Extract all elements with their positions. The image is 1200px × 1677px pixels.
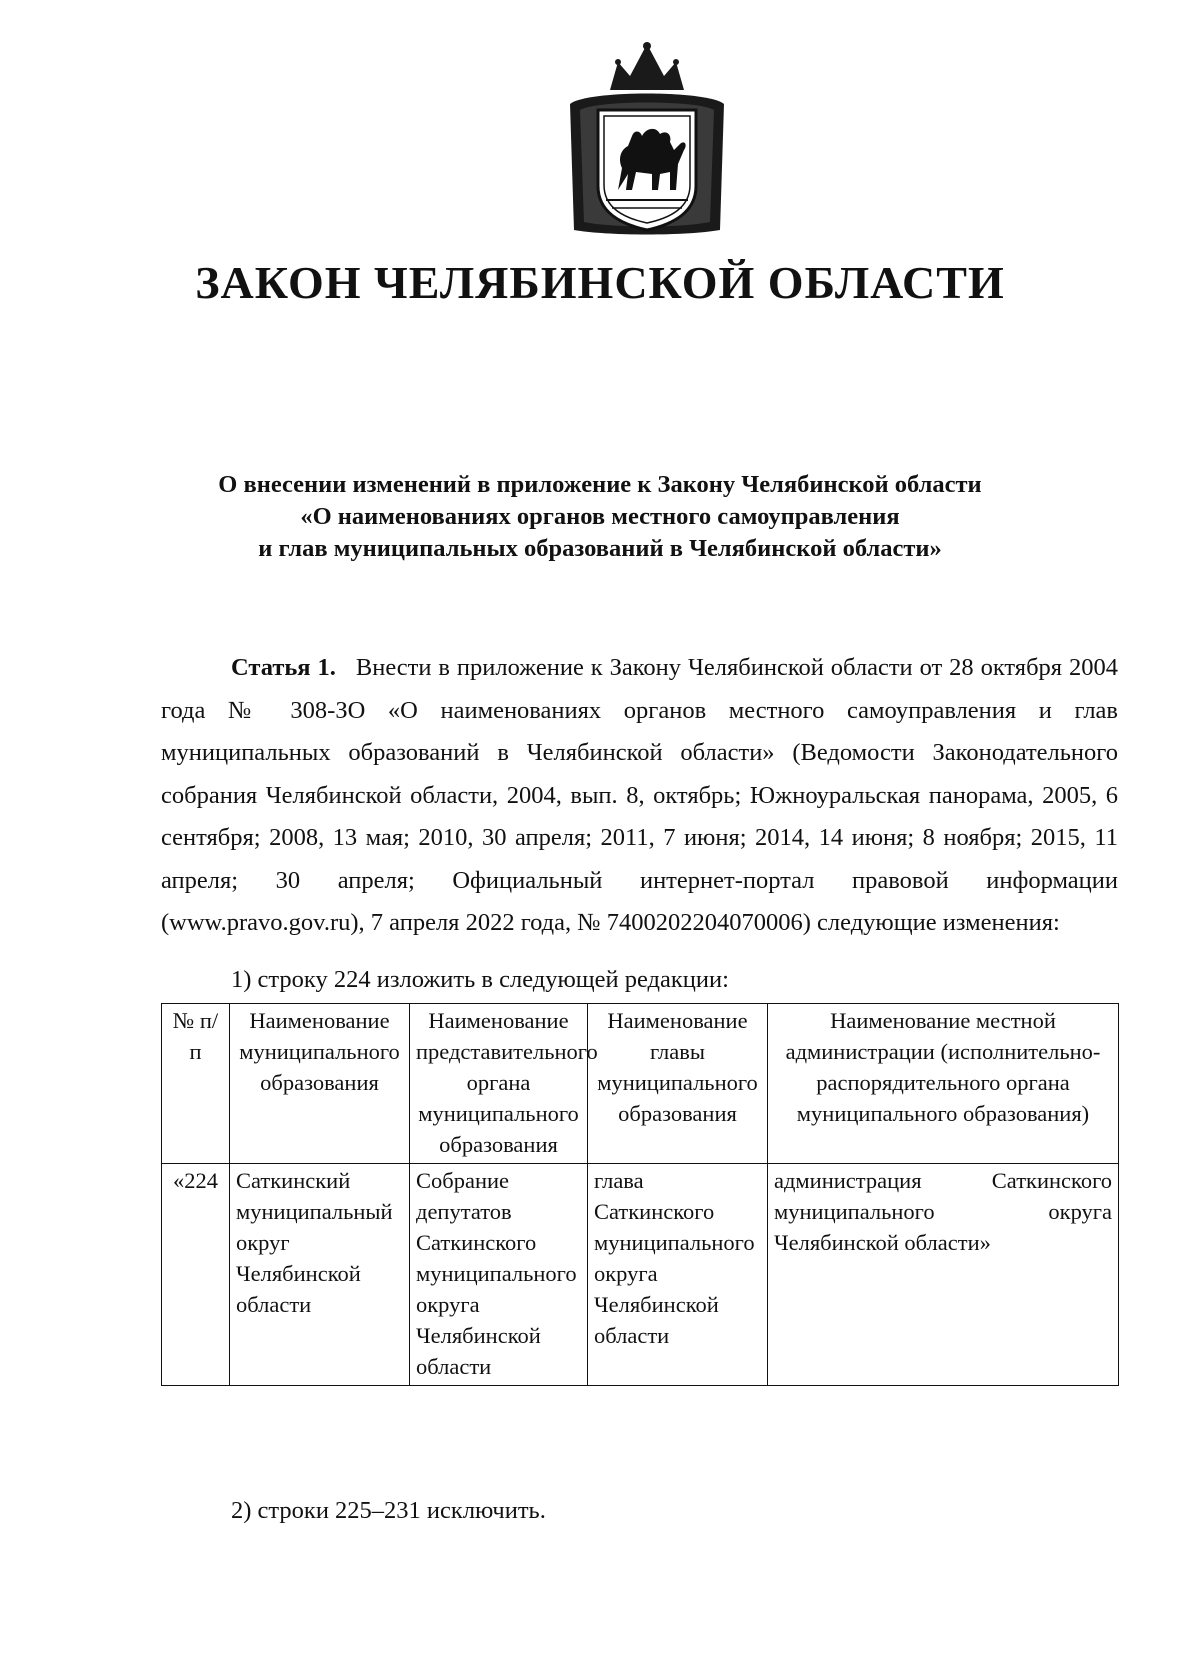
amendment-table (161, 1003, 1119, 1386)
amendment-item-2: 2) строки 225–231 исключить. (231, 1497, 546, 1524)
table-header-cell: № п/п (162, 1004, 230, 1164)
table-header-cell: Наименование главы муниципального образования (588, 1004, 768, 1164)
subtitle-line: и глав муниципальных образований в Челябинской области» (258, 535, 942, 562)
article-label: Статья 1. (231, 654, 336, 681)
subtitle-line: «О наименованиях органов местного самоуправления (300, 503, 900, 530)
table-cell: «224 (162, 1164, 230, 1386)
table-cell: администрация Саткинского муниципального округа Челябинской области» (768, 1164, 1119, 1386)
table-header-cell: Наименование представительного органа муниципального образования (410, 1004, 588, 1164)
table-cell: Саткинский муниципальный округ Челябинской области (230, 1164, 410, 1386)
table-header-cell: Наименование муниципального образования (230, 1004, 410, 1164)
table-row (162, 1164, 1119, 1386)
law-title: ЗАКОН ЧЕЛЯБИНСКОЙ ОБЛАСТИ (195, 257, 1005, 308)
table-cell: глава Саткинского муниципального округа Челябинской области (588, 1164, 768, 1386)
article-paragraph (161, 647, 1118, 945)
subtitle-line: О внесении изменений в приложение к Закону Челябинской области (218, 471, 982, 498)
article-text: Внести в приложение к Закону Челябинской области от 28 октября 2004 года № 308-ЗО «О наименованиях органов местного самоуправления и глав муниципальных образований в Челябинской области» (Ведомости Законодательного собрания Челябинской области, 2004, вып. 8, октябрь; Южноуральская панорама, 2005, 6 сентября; 2008, 13 мая; 2010, 30 апреля; 2011, 7 июня; 2014, 14 июня; 8 ноября; 2015, 11 апреля; 30 апреля; Официальный интернет-портал правовой информации (www.pravo.gov.ru), 7 апреля 2022 года, № 7400202204070006) следующие изменения: (161, 654, 1118, 936)
table-cell: Собрание депутатов Саткинского муниципального округа Челябинской области (410, 1164, 588, 1386)
law-subtitle (0, 469, 1200, 565)
coat-of-arms-emblem (566, 40, 728, 240)
amendment-item-1: 1) строку 224 изложить в следующей редакции: (231, 966, 729, 993)
table-header-row (162, 1004, 1119, 1164)
table-header-cell: Наименование местной администрации (исполнительно-распорядительного органа муниципального образования) (768, 1004, 1119, 1164)
